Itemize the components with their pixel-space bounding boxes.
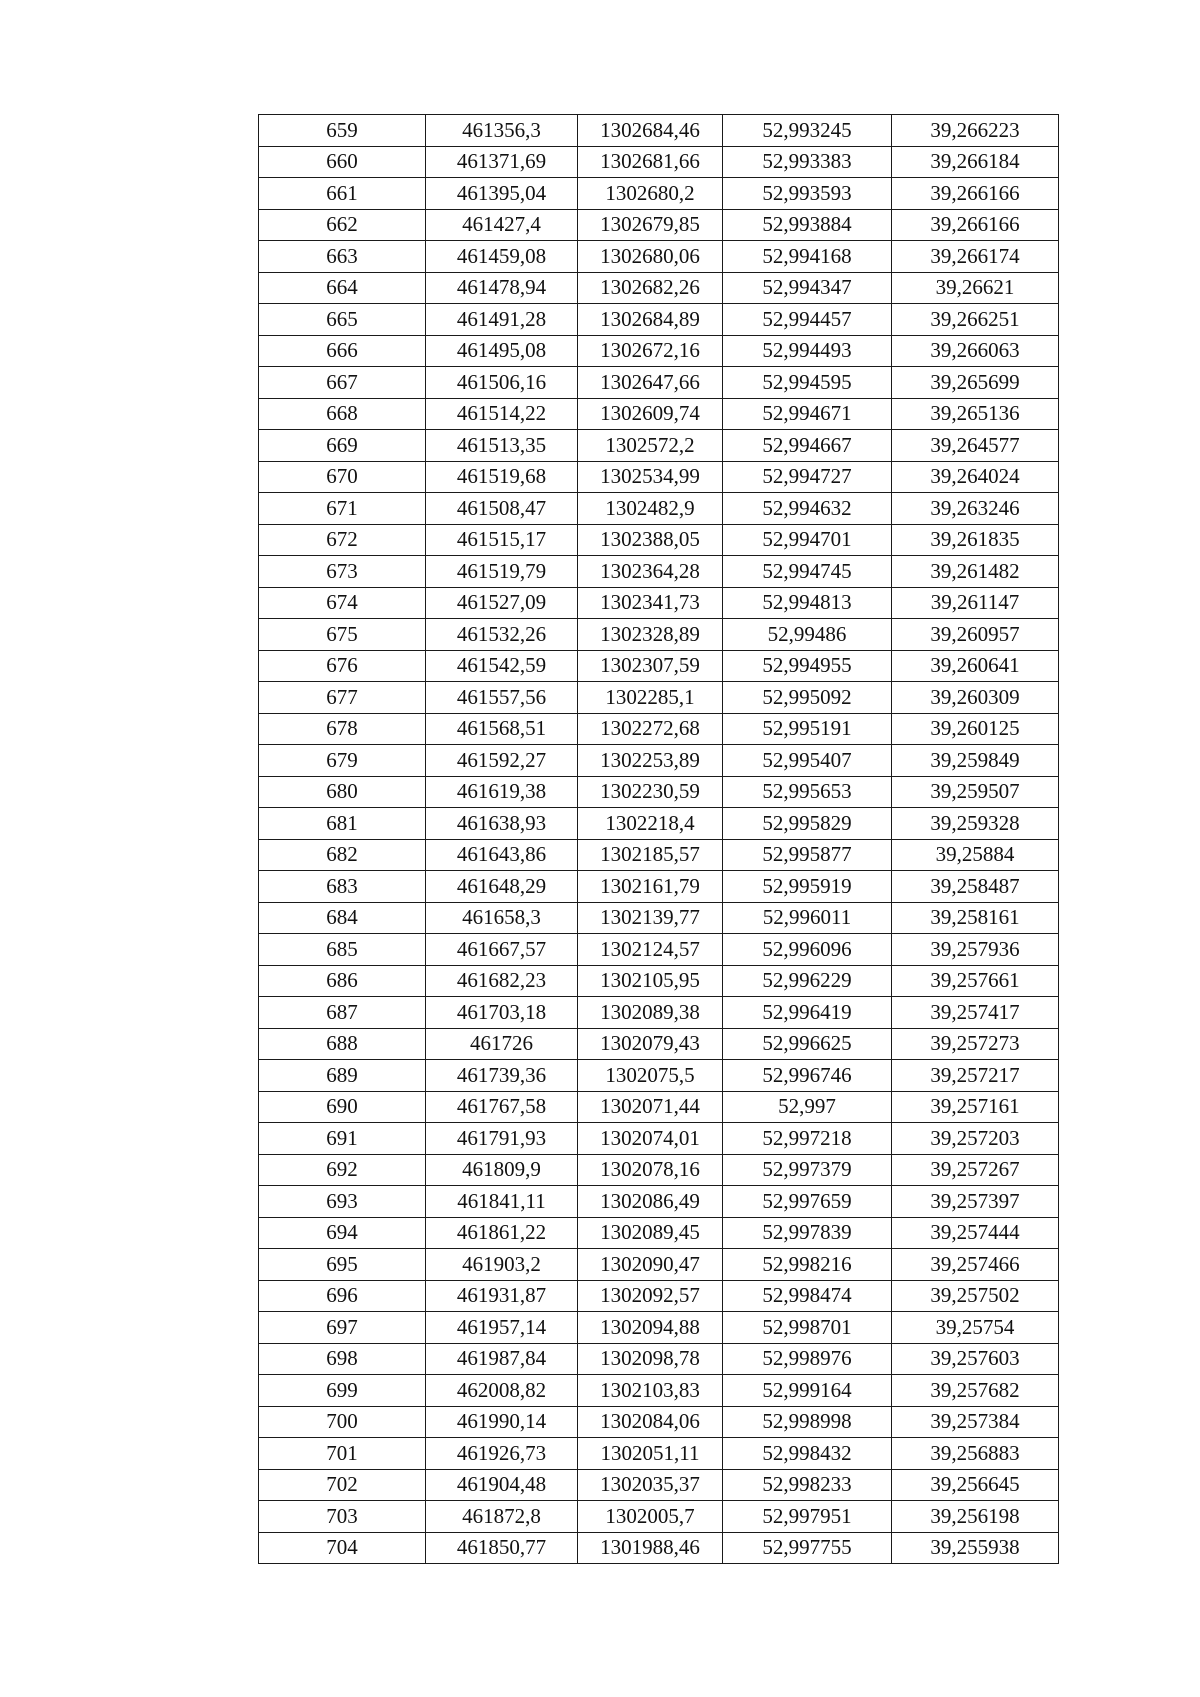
latitude-cell: 52,995407 [723,745,892,777]
longitude-cell: 39,264024 [892,461,1059,493]
x-coordinate-cell: 461592,27 [426,745,578,777]
y-coordinate-cell: 1302185,57 [578,839,723,871]
latitude-cell: 52,996229 [723,965,892,997]
table-row [259,619,1059,651]
y-coordinate-cell: 1302094,88 [578,1312,723,1344]
x-coordinate-cell: 461903,2 [426,1249,578,1281]
latitude-cell: 52,993593 [723,178,892,210]
latitude-cell: 52,994595 [723,367,892,399]
table-row [259,146,1059,178]
table-row [259,1154,1059,1186]
point-number-cell: 659 [259,115,426,147]
latitude-cell: 52,994671 [723,398,892,430]
x-coordinate-cell: 461459,08 [426,241,578,273]
longitude-cell: 39,265136 [892,398,1059,430]
table-row [259,272,1059,304]
table-row [259,682,1059,714]
point-number-cell: 698 [259,1343,426,1375]
table-row [259,209,1059,241]
x-coordinate-cell: 461682,23 [426,965,578,997]
table-row [259,808,1059,840]
point-number-cell: 681 [259,808,426,840]
longitude-cell: 39,256198 [892,1501,1059,1533]
x-coordinate-cell: 461508,47 [426,493,578,525]
longitude-cell: 39,257161 [892,1091,1059,1123]
point-number-cell: 686 [259,965,426,997]
point-number-cell: 674 [259,587,426,619]
point-number-cell: 684 [259,902,426,934]
point-number-cell: 695 [259,1249,426,1281]
y-coordinate-cell: 1302672,16 [578,335,723,367]
point-number-cell: 683 [259,871,426,903]
longitude-cell: 39,257417 [892,997,1059,1029]
longitude-cell: 39,257384 [892,1406,1059,1438]
longitude-cell: 39,257603 [892,1343,1059,1375]
point-number-cell: 675 [259,619,426,651]
point-number-cell: 691 [259,1123,426,1155]
table-row [259,1280,1059,1312]
x-coordinate-cell: 461557,56 [426,682,578,714]
x-coordinate-cell: 461519,79 [426,556,578,588]
table-row [259,1091,1059,1123]
latitude-cell: 52,995191 [723,713,892,745]
point-number-cell: 703 [259,1501,426,1533]
y-coordinate-cell: 1302341,73 [578,587,723,619]
table-row [259,650,1059,682]
latitude-cell: 52,994347 [723,272,892,304]
latitude-cell: 52,993884 [723,209,892,241]
latitude-cell: 52,994168 [723,241,892,273]
latitude-cell: 52,994745 [723,556,892,588]
longitude-cell: 39,257682 [892,1375,1059,1407]
longitude-cell: 39,257936 [892,934,1059,966]
point-number-cell: 680 [259,776,426,808]
latitude-cell: 52,996746 [723,1060,892,1092]
longitude-cell: 39,258161 [892,902,1059,934]
x-coordinate-cell: 461767,58 [426,1091,578,1123]
table-row [259,1186,1059,1218]
x-coordinate-cell: 461395,04 [426,178,578,210]
table-row [259,934,1059,966]
longitude-cell: 39,257397 [892,1186,1059,1218]
point-number-cell: 676 [259,650,426,682]
latitude-cell: 52,998474 [723,1280,892,1312]
table-row [259,965,1059,997]
y-coordinate-cell: 1302079,43 [578,1028,723,1060]
latitude-cell: 52,994727 [723,461,892,493]
longitude-cell: 39,257267 [892,1154,1059,1186]
longitude-cell: 39,260957 [892,619,1059,651]
latitude-cell: 52,994457 [723,304,892,336]
y-coordinate-cell: 1302364,28 [578,556,723,588]
table-row [259,1438,1059,1470]
table-row [259,335,1059,367]
y-coordinate-cell: 1302230,59 [578,776,723,808]
latitude-cell: 52,998216 [723,1249,892,1281]
x-coordinate-cell: 461904,48 [426,1469,578,1501]
table-row [259,241,1059,273]
x-coordinate-cell: 461957,14 [426,1312,578,1344]
point-number-cell: 671 [259,493,426,525]
longitude-cell: 39,259328 [892,808,1059,840]
y-coordinate-cell: 1302103,83 [578,1375,723,1407]
point-number-cell: 685 [259,934,426,966]
y-coordinate-cell: 1302124,57 [578,934,723,966]
table-row [259,493,1059,525]
longitude-cell: 39,257217 [892,1060,1059,1092]
coordinates-table [258,114,1059,1564]
latitude-cell: 52,994813 [723,587,892,619]
point-number-cell: 668 [259,398,426,430]
y-coordinate-cell: 1302084,06 [578,1406,723,1438]
y-coordinate-cell: 1302682,26 [578,272,723,304]
longitude-cell: 39,259849 [892,745,1059,777]
x-coordinate-cell: 461667,57 [426,934,578,966]
table-row [259,1217,1059,1249]
longitude-cell: 39,266223 [892,115,1059,147]
longitude-cell: 39,260641 [892,650,1059,682]
longitude-cell: 39,257466 [892,1249,1059,1281]
x-coordinate-cell: 461513,35 [426,430,578,462]
y-coordinate-cell: 1302681,66 [578,146,723,178]
table-row [259,524,1059,556]
longitude-cell: 39,261835 [892,524,1059,556]
y-coordinate-cell: 1302005,7 [578,1501,723,1533]
longitude-cell: 39,261482 [892,556,1059,588]
table-row [259,1060,1059,1092]
y-coordinate-cell: 1302684,46 [578,115,723,147]
x-coordinate-cell: 461643,86 [426,839,578,871]
x-coordinate-cell: 461619,38 [426,776,578,808]
y-coordinate-cell: 1302075,5 [578,1060,723,1092]
latitude-cell: 52,994632 [723,493,892,525]
longitude-cell: 39,256883 [892,1438,1059,1470]
latitude-cell: 52,997218 [723,1123,892,1155]
longitude-cell: 39,257661 [892,965,1059,997]
x-coordinate-cell: 461371,69 [426,146,578,178]
y-coordinate-cell: 1302086,49 [578,1186,723,1218]
y-coordinate-cell: 1302051,11 [578,1438,723,1470]
y-coordinate-cell: 1302071,44 [578,1091,723,1123]
longitude-cell: 39,257444 [892,1217,1059,1249]
longitude-cell: 39,259507 [892,776,1059,808]
x-coordinate-cell: 461427,4 [426,209,578,241]
y-coordinate-cell: 1302572,2 [578,430,723,462]
point-number-cell: 666 [259,335,426,367]
table-row [259,115,1059,147]
table-row [259,1501,1059,1533]
table-row [259,587,1059,619]
longitude-cell: 39,260125 [892,713,1059,745]
y-coordinate-cell: 1302680,06 [578,241,723,273]
longitude-cell: 39,266174 [892,241,1059,273]
x-coordinate-cell: 461568,51 [426,713,578,745]
latitude-cell: 52,999164 [723,1375,892,1407]
y-coordinate-cell: 1302482,9 [578,493,723,525]
point-number-cell: 661 [259,178,426,210]
table-row [259,398,1059,430]
longitude-cell: 39,258487 [892,871,1059,903]
point-number-cell: 667 [259,367,426,399]
y-coordinate-cell: 1302089,38 [578,997,723,1029]
x-coordinate-cell: 461739,36 [426,1060,578,1092]
y-coordinate-cell: 1302090,47 [578,1249,723,1281]
y-coordinate-cell: 1302218,4 [578,808,723,840]
latitude-cell: 52,994667 [723,430,892,462]
table-row [259,430,1059,462]
y-coordinate-cell: 1302388,05 [578,524,723,556]
point-number-cell: 699 [259,1375,426,1407]
table-row [259,871,1059,903]
longitude-cell: 39,257203 [892,1123,1059,1155]
latitude-cell: 52,997839 [723,1217,892,1249]
point-number-cell: 697 [259,1312,426,1344]
latitude-cell: 52,998976 [723,1343,892,1375]
point-number-cell: 701 [259,1438,426,1470]
y-coordinate-cell: 1302647,66 [578,367,723,399]
point-number-cell: 688 [259,1028,426,1060]
x-coordinate-cell: 461495,08 [426,335,578,367]
latitude-cell: 52,996625 [723,1028,892,1060]
table-row [259,713,1059,745]
point-number-cell: 662 [259,209,426,241]
y-coordinate-cell: 1302092,57 [578,1280,723,1312]
y-coordinate-cell: 1302307,59 [578,650,723,682]
x-coordinate-cell: 461931,87 [426,1280,578,1312]
longitude-cell: 39,264577 [892,430,1059,462]
point-number-cell: 696 [259,1280,426,1312]
longitude-cell: 39,257502 [892,1280,1059,1312]
latitude-cell: 52,995919 [723,871,892,903]
x-coordinate-cell: 461841,11 [426,1186,578,1218]
point-number-cell: 673 [259,556,426,588]
coordinates-table-body [259,115,1059,1564]
y-coordinate-cell: 1302105,95 [578,965,723,997]
table-row [259,1312,1059,1344]
y-coordinate-cell: 1302161,79 [578,871,723,903]
x-coordinate-cell: 461990,14 [426,1406,578,1438]
table-row [259,776,1059,808]
point-number-cell: 664 [259,272,426,304]
y-coordinate-cell: 1302139,77 [578,902,723,934]
x-coordinate-cell: 461506,16 [426,367,578,399]
table-row [259,1123,1059,1155]
x-coordinate-cell: 461638,93 [426,808,578,840]
x-coordinate-cell: 461791,93 [426,1123,578,1155]
table-row [259,1532,1059,1564]
point-number-cell: 689 [259,1060,426,1092]
table-row [259,178,1059,210]
longitude-cell: 39,266184 [892,146,1059,178]
longitude-cell: 39,257273 [892,1028,1059,1060]
y-coordinate-cell: 1302272,68 [578,713,723,745]
x-coordinate-cell: 461850,77 [426,1532,578,1564]
longitude-cell: 39,265699 [892,367,1059,399]
x-coordinate-cell: 461514,22 [426,398,578,430]
y-coordinate-cell: 1302679,85 [578,209,723,241]
x-coordinate-cell: 461356,3 [426,115,578,147]
x-coordinate-cell: 461987,84 [426,1343,578,1375]
table-row [259,1406,1059,1438]
table-row [259,902,1059,934]
longitude-cell: 39,260309 [892,682,1059,714]
latitude-cell: 52,993245 [723,115,892,147]
y-coordinate-cell: 1302098,78 [578,1343,723,1375]
latitude-cell: 52,995653 [723,776,892,808]
y-coordinate-cell: 1302285,1 [578,682,723,714]
table-row [259,556,1059,588]
table-row [259,1028,1059,1060]
table-row [259,367,1059,399]
latitude-cell: 52,997951 [723,1501,892,1533]
table-row [259,304,1059,336]
point-number-cell: 672 [259,524,426,556]
x-coordinate-cell: 461478,94 [426,272,578,304]
point-number-cell: 704 [259,1532,426,1564]
longitude-cell: 39,25754 [892,1312,1059,1344]
table-row [259,1469,1059,1501]
y-coordinate-cell: 1302078,16 [578,1154,723,1186]
point-number-cell: 665 [259,304,426,336]
y-coordinate-cell: 1302680,2 [578,178,723,210]
latitude-cell: 52,996011 [723,902,892,934]
table-row [259,1375,1059,1407]
point-number-cell: 702 [259,1469,426,1501]
latitude-cell: 52,994701 [723,524,892,556]
x-coordinate-cell: 461532,26 [426,619,578,651]
latitude-cell: 52,998233 [723,1469,892,1501]
longitude-cell: 39,26621 [892,272,1059,304]
y-coordinate-cell: 1302035,37 [578,1469,723,1501]
y-coordinate-cell: 1302684,89 [578,304,723,336]
point-number-cell: 694 [259,1217,426,1249]
point-number-cell: 670 [259,461,426,493]
table-row [259,1249,1059,1281]
longitude-cell: 39,266251 [892,304,1059,336]
longitude-cell: 39,266166 [892,209,1059,241]
point-number-cell: 687 [259,997,426,1029]
x-coordinate-cell: 461658,3 [426,902,578,934]
latitude-cell: 52,997755 [723,1532,892,1564]
x-coordinate-cell: 461542,59 [426,650,578,682]
point-number-cell: 660 [259,146,426,178]
x-coordinate-cell: 461703,18 [426,997,578,1029]
x-coordinate-cell: 461491,28 [426,304,578,336]
x-coordinate-cell: 461648,29 [426,871,578,903]
y-coordinate-cell: 1302534,99 [578,461,723,493]
latitude-cell: 52,997659 [723,1186,892,1218]
latitude-cell: 52,995877 [723,839,892,871]
latitude-cell: 52,995829 [723,808,892,840]
point-number-cell: 677 [259,682,426,714]
x-coordinate-cell: 461519,68 [426,461,578,493]
point-number-cell: 663 [259,241,426,273]
x-coordinate-cell: 461872,8 [426,1501,578,1533]
point-number-cell: 700 [259,1406,426,1438]
latitude-cell: 52,995092 [723,682,892,714]
y-coordinate-cell: 1302089,45 [578,1217,723,1249]
point-number-cell: 669 [259,430,426,462]
point-number-cell: 682 [259,839,426,871]
y-coordinate-cell: 1301988,46 [578,1532,723,1564]
x-coordinate-cell: 461926,73 [426,1438,578,1470]
latitude-cell: 52,997 [723,1091,892,1123]
x-coordinate-cell: 461861,22 [426,1217,578,1249]
latitude-cell: 52,998432 [723,1438,892,1470]
y-coordinate-cell: 1302328,89 [578,619,723,651]
table-row [259,839,1059,871]
longitude-cell: 39,261147 [892,587,1059,619]
latitude-cell: 52,99486 [723,619,892,651]
table-row [259,461,1059,493]
latitude-cell: 52,998701 [723,1312,892,1344]
latitude-cell: 52,994493 [723,335,892,367]
latitude-cell: 52,996419 [723,997,892,1029]
latitude-cell: 52,994955 [723,650,892,682]
longitude-cell: 39,256645 [892,1469,1059,1501]
x-coordinate-cell: 462008,82 [426,1375,578,1407]
point-number-cell: 678 [259,713,426,745]
x-coordinate-cell: 461527,09 [426,587,578,619]
latitude-cell: 52,993383 [723,146,892,178]
longitude-cell: 39,263246 [892,493,1059,525]
longitude-cell: 39,266063 [892,335,1059,367]
latitude-cell: 52,997379 [723,1154,892,1186]
y-coordinate-cell: 1302253,89 [578,745,723,777]
point-number-cell: 692 [259,1154,426,1186]
table-row [259,745,1059,777]
latitude-cell: 52,996096 [723,934,892,966]
y-coordinate-cell: 1302074,01 [578,1123,723,1155]
x-coordinate-cell: 461726 [426,1028,578,1060]
longitude-cell: 39,25884 [892,839,1059,871]
table-row [259,1343,1059,1375]
longitude-cell: 39,266166 [892,178,1059,210]
point-number-cell: 693 [259,1186,426,1218]
point-number-cell: 679 [259,745,426,777]
longitude-cell: 39,255938 [892,1532,1059,1564]
table-row [259,997,1059,1029]
x-coordinate-cell: 461515,17 [426,524,578,556]
latitude-cell: 52,998998 [723,1406,892,1438]
x-coordinate-cell: 461809,9 [426,1154,578,1186]
point-number-cell: 690 [259,1091,426,1123]
y-coordinate-cell: 1302609,74 [578,398,723,430]
